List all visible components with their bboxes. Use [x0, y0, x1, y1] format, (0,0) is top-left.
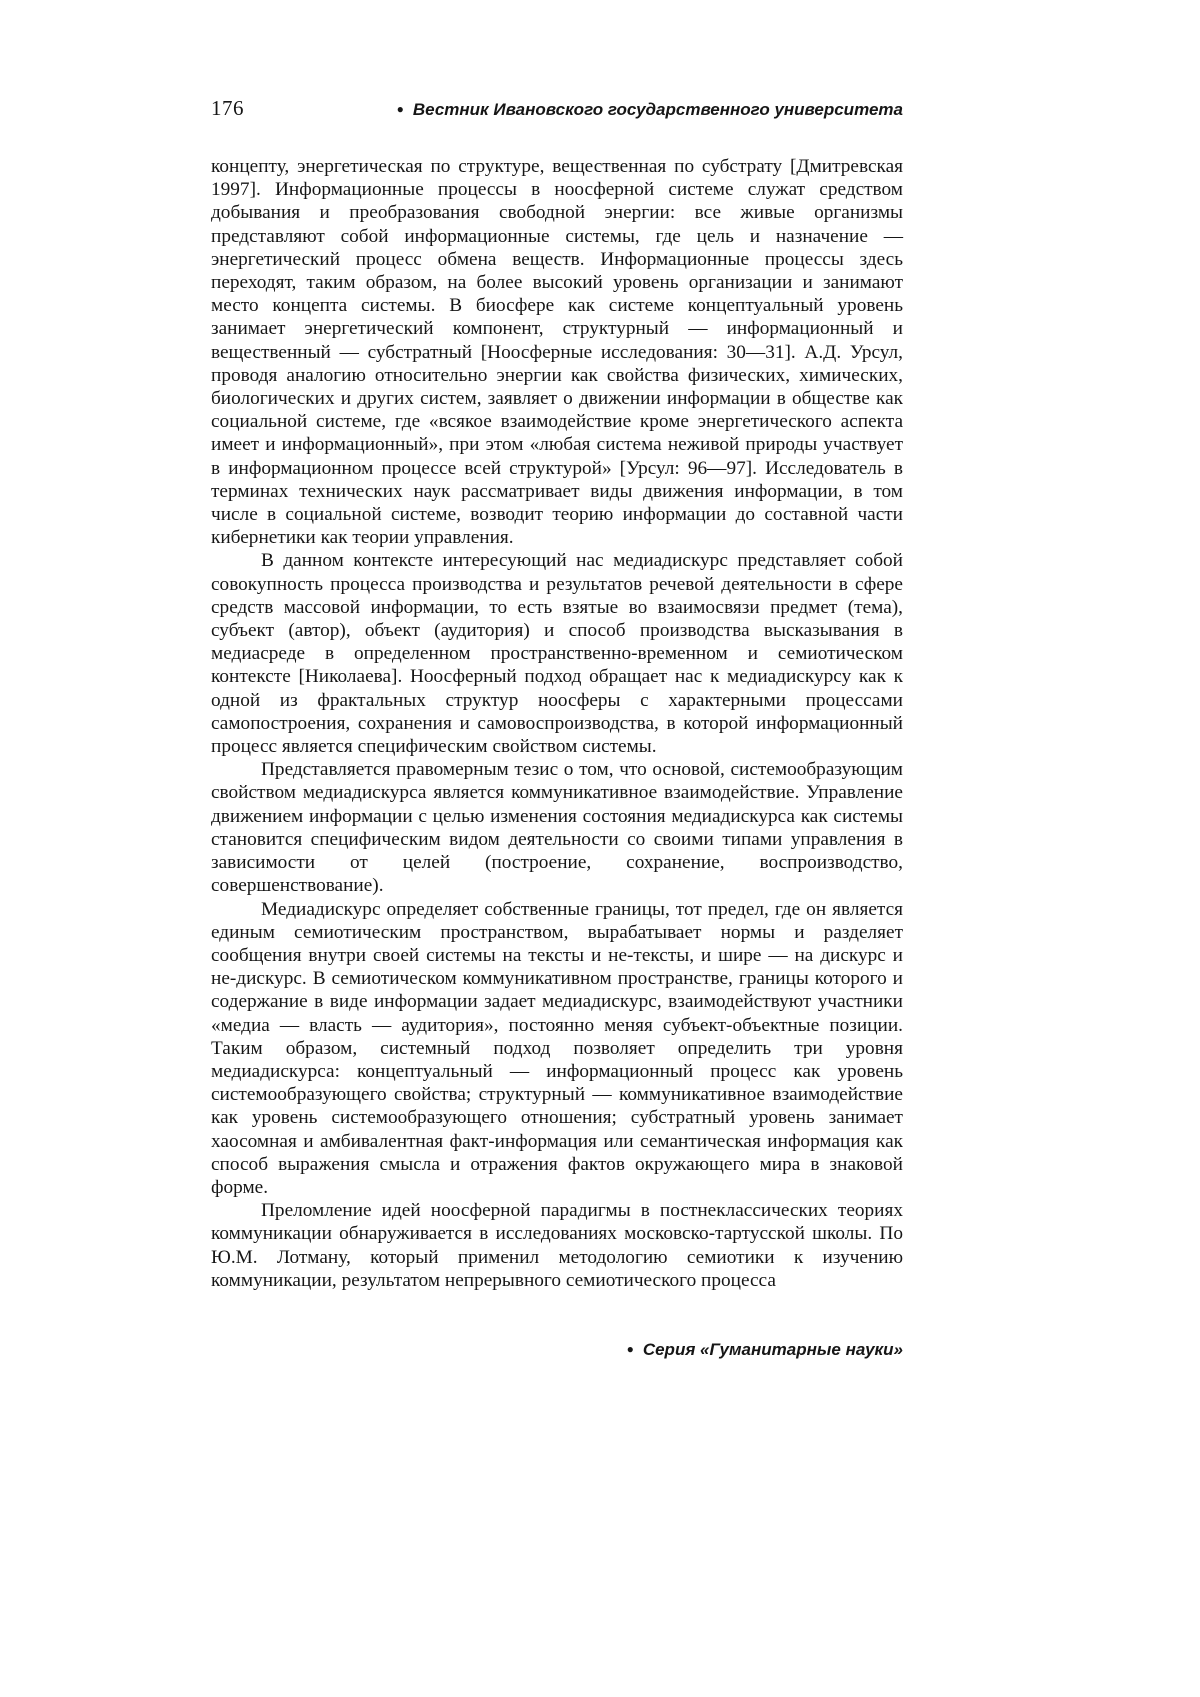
bullet-icon: ●	[396, 102, 404, 116]
journal-title: Вестник Ивановского государственного университета	[412, 100, 903, 119]
body-paragraph-1: концепту, энергетическая по структуре, вещественная по субстрату [Дмитревская 1997]. Информационные процессы в ноосферной системе служат средством добывания и преобразования свободной энергии: все живые организмы представляют собой информационные системы, где цель и назначение — энергетический процесс обмена веществ. Информационные процессы здесь переходят, таким образом, на более высокий уровень организации и занимают место концепта системы. В биосфере как системе концептуальный уровень занимает энергетический компонент, структурный — информационный и вещественный — субстратный [Ноосферные исследования: 30—31]. А.Д. Урсул, проводя аналогию относительно энергии как свойства физических, химических, биологических и других систем, заявляет о движении информации в обществе как социальной системе, где «всякое взаимодействие кроме энергетического аспекта имеет и информационный», при этом «любая система неживой природы участвует в информационном процессе всей структурой» [Урсул: 96—97]. Исследователь в терминах технических наук рассматривает виды движения информации, в том числе в социальной системе, возводит теорию информации до составной части кибернетики как теории управления.	[211, 156, 903, 549]
running-foot	[211, 1340, 903, 1360]
article-body	[211, 155, 903, 1292]
running-head	[211, 96, 903, 121]
page-number: 176	[211, 96, 244, 120]
text-column	[211, 96, 903, 1360]
body-paragraph-2: В данном контексте интересующий нас медиадискурс представляет собой совокупность процесса производства и результатов речевой деятельности в сфере средств массовой информации, то есть взятые во взаимосвязи предмет (тема), субъект (автор), объект (аудитория) и способ производства высказывания в медиасреде в определенном пространственно-временном и семиотическом контексте [Николаева]. Ноосферный подход обращает нас к медиадискурсу как к одной из фрактальных структур ноосферы с характерными процессами самопостроения, сохранения и самовоспроизводства, в которой информационный процесс является специфическим свойством системы.	[211, 550, 903, 758]
body-paragraph-4: Медиадискурс определяет собственные границы, тот предел, где он является единым семиотическим пространством, вырабатывает нормы и разделяет сообщения внутри своей системы на тексты и не-тексты, и шире — на дискурс и не-дискурс. В семиотическом коммуникативном пространстве, границы которого и содержание в виде информации задает медиадискурс, взаимодействуют участники «медиа — власть — аудитория», постоянно меняя субъект-объектные позиции. Таким образом, системный подход позволяет определить три уровня медиадискурса: концептуальный — информационный процесс как уровень системообразующего свойства; структурный — коммуникативное взаимодействие как уровень системообразующего отношения; субстратный уровень занимает хаосомная и амбивалентная факт-информация или семантическая информация как способ выражения смысла и отражения фактов окружающего мира в знаковой форме.	[211, 898, 903, 1198]
body-paragraph-3: Представляется правомерным тезис о том, что основой, системообразующим свойством медиадискурса является коммуникативное взаимодействие. Управление движением информации с целью изменения состояния медиадискурса как системы становится специфическим видом деятельности со своими типами управления в зависимости от целей (построение, сохранение, воспроизводство, совершенствование).	[211, 759, 903, 897]
body-paragraph-5: Преломление идей ноосферной парадигмы в постнеклассических теориях коммуникации обнаруживается в исследованиях московско-тартусской школы. По Ю.М. Лотману, который применил методологию семиотики к изучению коммуникации, результатом непрерывного семиотического процесса	[211, 1200, 903, 1291]
series-title-line	[627, 1340, 903, 1359]
series-title: Серия «Гуманитарные науки»	[642, 1339, 903, 1359]
bullet-icon: ●	[626, 1341, 634, 1356]
journal-title-line	[397, 100, 903, 120]
